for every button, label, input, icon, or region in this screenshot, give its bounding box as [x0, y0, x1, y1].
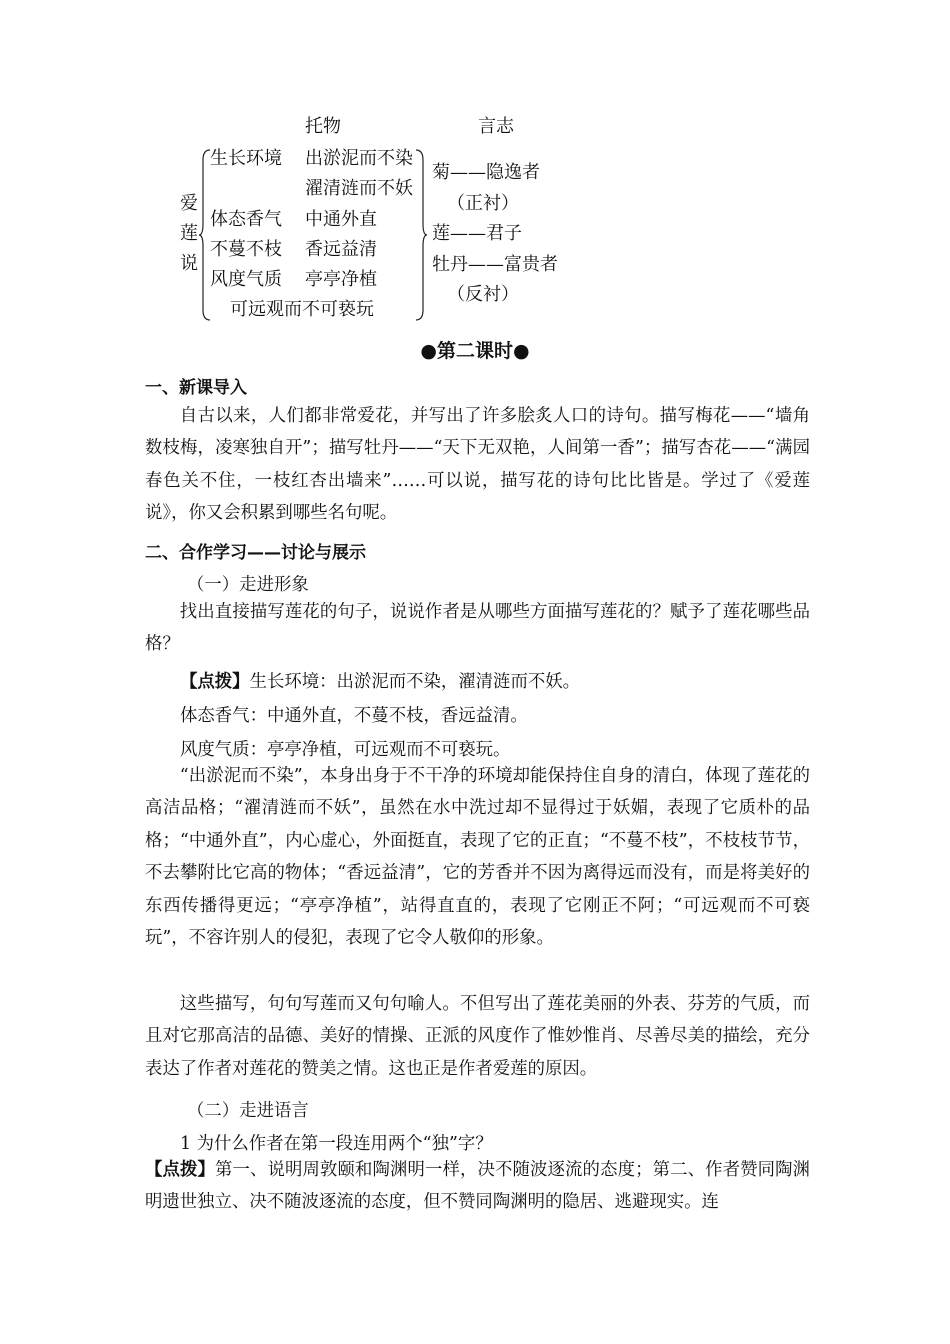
diagram-aspect: 体态香气 — [210, 209, 282, 230]
subsection-heading: （二）走进语言 — [187, 1101, 309, 1121]
hint-mark: 【点拨】 — [180, 672, 250, 692]
diagram-right-row: 牡丹——富贵者 — [432, 254, 558, 275]
hint-paragraph — [145, 1154, 810, 1219]
hint-text: 生长环境：出淤泥而不染，濯清涟而不妖。 — [249, 672, 581, 692]
diagram-aspect: 不蔓不枝 — [210, 239, 282, 260]
lesson-title: ●第二课时● — [420, 340, 530, 362]
diagram-right-row: 莲——君子 — [432, 223, 522, 244]
diagram-right-row: （反衬） — [447, 284, 519, 305]
hint-line — [180, 667, 580, 692]
right-brace — [414, 148, 428, 322]
hint-line: 风度气质：亭亭净植，可远观而不可亵玩。 — [180, 740, 511, 760]
diagram-right-row: （正衬） — [447, 193, 519, 214]
diagram-root-char: 爱 — [180, 193, 198, 214]
diagram-aspect: 风度气质 — [210, 269, 282, 290]
hint-mark: 【点拨】 — [145, 1160, 216, 1180]
analysis-paragraph: 这些描写，句句写莲而又句句喻人。不但写出了莲花美丽的外表、芬芳的气质，而且对它那高洁的品德、美好的情操、正派的风度作了惟妙惟肖、尽善尽美的描绘，充分表达了作者对莲花的赞美之情。这也正是作者爱莲的原因。 — [145, 994, 810, 1079]
diagram-header-right: 言志 — [478, 116, 514, 137]
section-heading: 二、合作学习——讨论与展示 — [145, 543, 366, 563]
section-heading: 一、新课导入 — [145, 378, 247, 398]
subsection-heading: （一）走进形象 — [187, 575, 309, 595]
diagram-header-left: 托物 — [305, 116, 341, 137]
diagram-phrase: 中通外直 — [305, 209, 377, 230]
diagram-phrase: 可远观而不可亵玩 — [230, 299, 374, 320]
diagram-aspect: 生长环境 — [210, 148, 282, 169]
diagram-phrase: 出淤泥而不染 — [305, 148, 413, 169]
diagram-phrase: 亭亭净植 — [305, 269, 377, 290]
diagram-phrase: 濯清涟而不妖 — [305, 178, 413, 199]
hint-line: 体态香气：中通外直，不蔓不枝，香远益清。 — [180, 706, 528, 726]
left-brace — [198, 148, 212, 322]
hint-text: 第一、说明周敦颐和陶渊明一样，决不随波逐流的态度；第二、作者赞同陶渊明遗世独立、决不随波逐流的态度，但不赞同陶渊明的隐居、逃避现实。连 — [145, 1160, 810, 1213]
diagram-phrase: 香远益清 — [305, 239, 377, 260]
question-line: 1 为什么作者在第一段连用两个“独”字？ — [180, 1134, 493, 1154]
question-paragraph: 找出直接描写莲花的句子，说说作者是从哪些方面描写莲花的？赋予了莲花哪些品格？ — [145, 602, 810, 655]
analysis-paragraph: “出淤泥而不染”，本身出身于不干净的环境却能保持住自身的清白，体现了莲花的高洁品格；“濯清涟而不妖”，虽然在水中洗过却不显得过于妖媚，表现了它质朴的品格；“中通外直”，内心虚心，外面挺直，表现了它的正直；“不蔓不枝”，不枝枝节节，不去攀附比它高的物体；“香远益清”，它的芳香并不因为离得远而没有，而是将美好的东西传播得更远；“亭亭净植”，站得直直的，表现了它刚正不阿；“可远观而不可亵玩”，不容许别人的侵犯，表现了它令人敬仰的形象。 — [145, 766, 810, 949]
intro-paragraph: 自古以来，人们都非常爱花，并写出了许多脍炙人口的诗句。描写梅花——“墙角数枝梅，凌寒独自开”；描写牡丹——“天下无双艳，人间第一香”；描写杏花——“满园春色关不住，一枝红杏出墙来”……可以说，描写花的诗句比比皆是。学过了《爱莲说》，你又会积累到哪些名句呢。 — [145, 406, 810, 524]
diagram-root-char: 莲 — [180, 223, 198, 244]
diagram-right-row: 菊——隐逸者 — [432, 162, 540, 183]
diagram-root-char: 说 — [180, 253, 198, 274]
